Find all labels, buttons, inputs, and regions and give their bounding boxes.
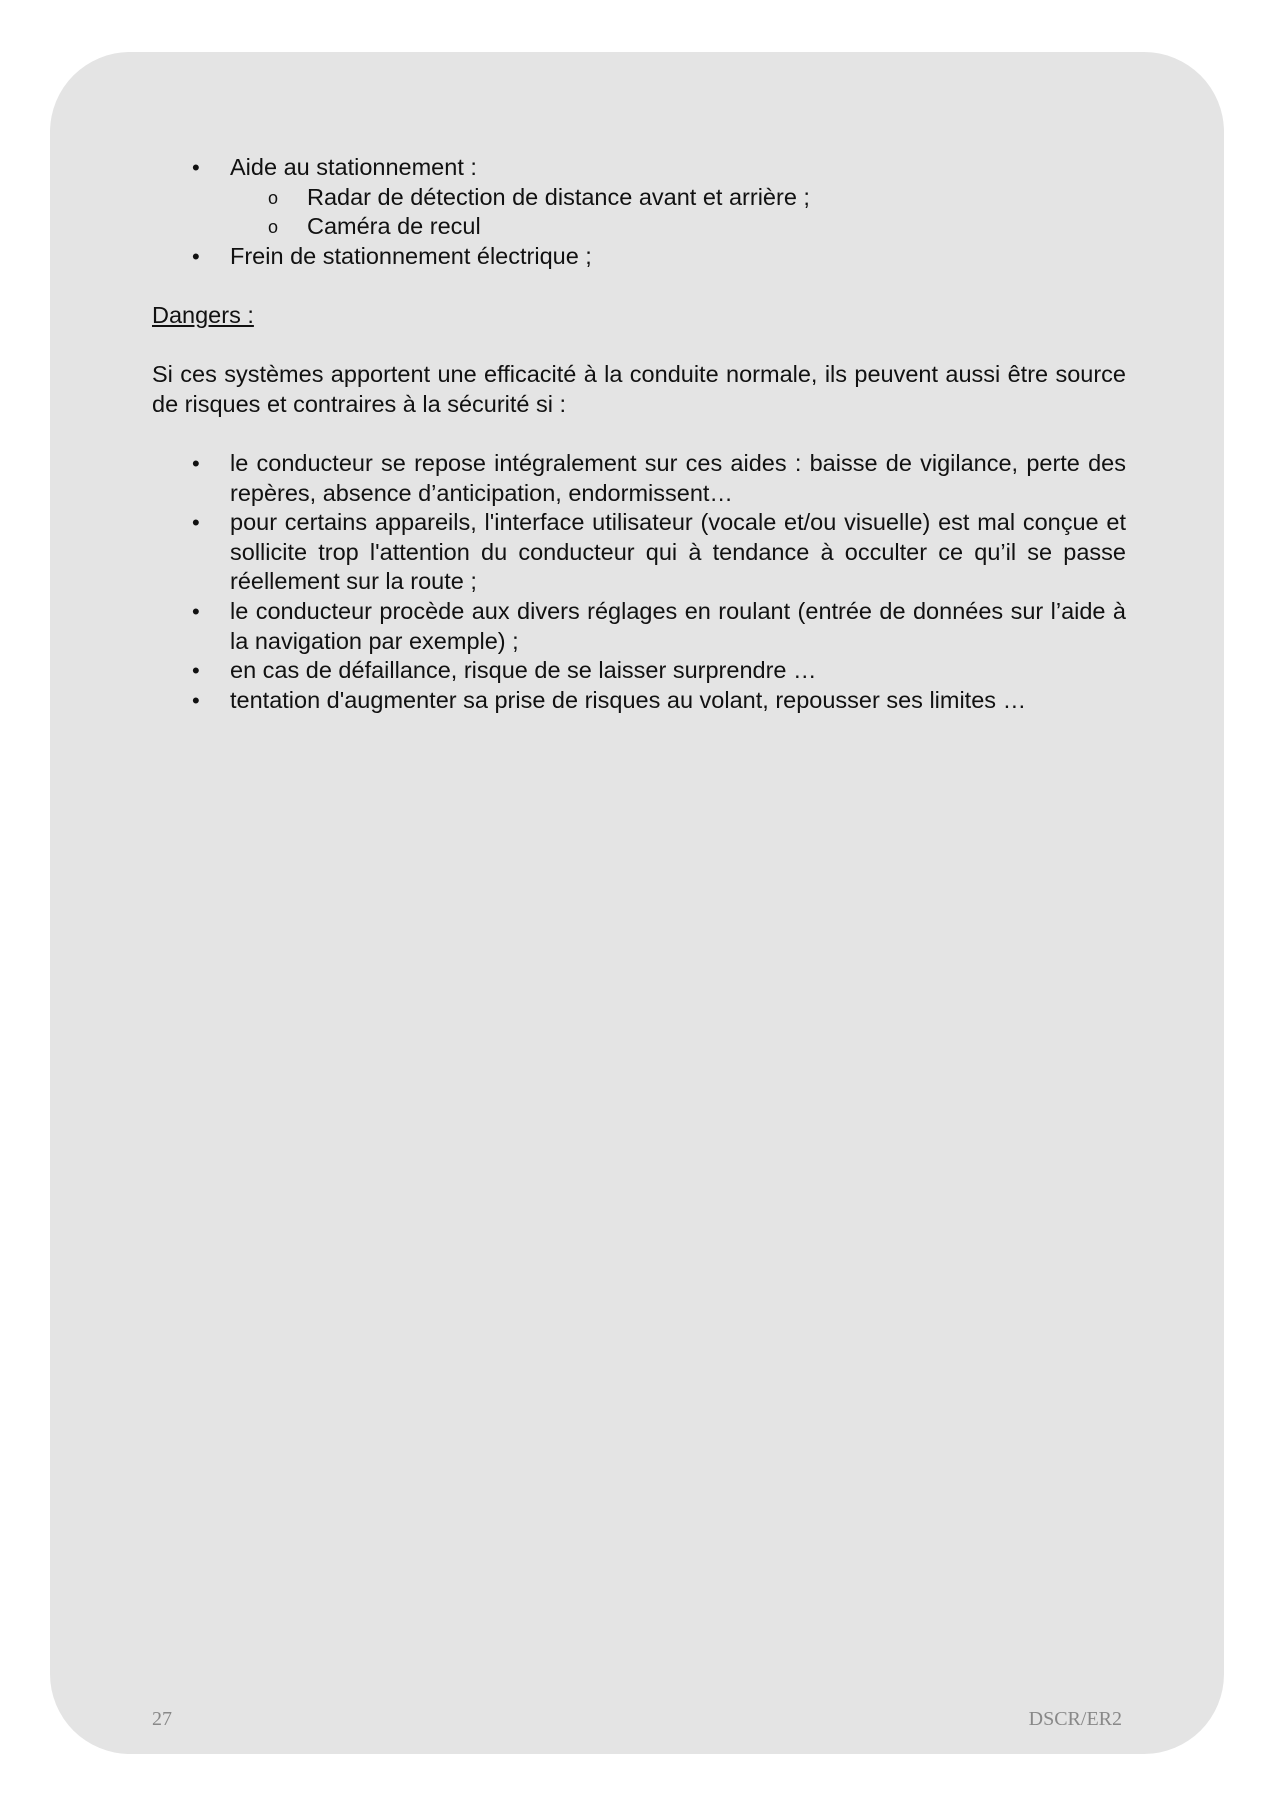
list-item: [152, 242, 1126, 272]
dangers-heading: Dangers :: [152, 301, 254, 328]
list-item: [152, 597, 1126, 656]
document-reference: DSCR/ER2: [1028, 1708, 1122, 1730]
dangers-list: [152, 449, 1126, 715]
list-item: [152, 686, 1126, 716]
sub-list-item: [152, 183, 1126, 213]
list-item-text: Frein de stationnement électrique ;: [230, 242, 592, 269]
bullet-icon: •: [192, 510, 200, 536]
list-item-text: Aide au stationnement :: [230, 154, 477, 180]
bullet-icon: •: [192, 450, 200, 476]
sub-list: [230, 183, 1126, 242]
list-item-text: le conducteur se repose intégralement sur ces aides : baisse de vigilance, perte des repères, absence d’anticipation, endormissent…: [230, 449, 1126, 506]
spacer: [152, 419, 1126, 449]
list-item-text: en cas de défaillance, risque de se laisser surprendre …: [230, 657, 817, 684]
intro-paragraph: Si ces systèmes apportent une efficacité à la conduite normale, ils peuvent aussi être source de risques et contraires à la sécurité si :: [152, 361, 1126, 417]
bullet-icon: •: [192, 598, 200, 624]
bullet-icon: •: [192, 155, 200, 180]
list-item: [152, 449, 1126, 508]
sub-list-item-text: Caméra de recul: [307, 213, 481, 240]
list-item-text: pour certains appareils, l'interface utilisateur (vocale et/ou visuelle) est mal conçue et sollicite trop l'attention du conducteur qui à tendance à occulter ce qu’il se passe réellement sur la route ;: [230, 509, 1126, 595]
list-item-text: tentation d'augmenter sa prise de risques au volant, repousser ses limites …: [230, 686, 1027, 713]
sub-list-item-text: Radar de détection de distance avant et arrière ;: [307, 183, 810, 210]
page-content: [152, 153, 1126, 715]
circle-bullet-icon: o: [268, 217, 279, 238]
sub-list-item: [152, 212, 1126, 242]
list-item: [152, 508, 1126, 597]
list-item: [152, 153, 1126, 242]
bullet-icon: •: [192, 687, 200, 713]
page-number: 27: [152, 1708, 172, 1730]
bullet-icon: •: [192, 658, 200, 684]
list-item: [152, 656, 1126, 686]
list-item-text: le conducteur procède aux divers réglages en roulant (entrée de données sur l’aide à la navigation par exemple) ;: [230, 597, 1126, 654]
bullet-icon: •: [192, 243, 200, 269]
circle-bullet-icon: o: [268, 187, 279, 208]
equipment-list: [152, 153, 1126, 271]
